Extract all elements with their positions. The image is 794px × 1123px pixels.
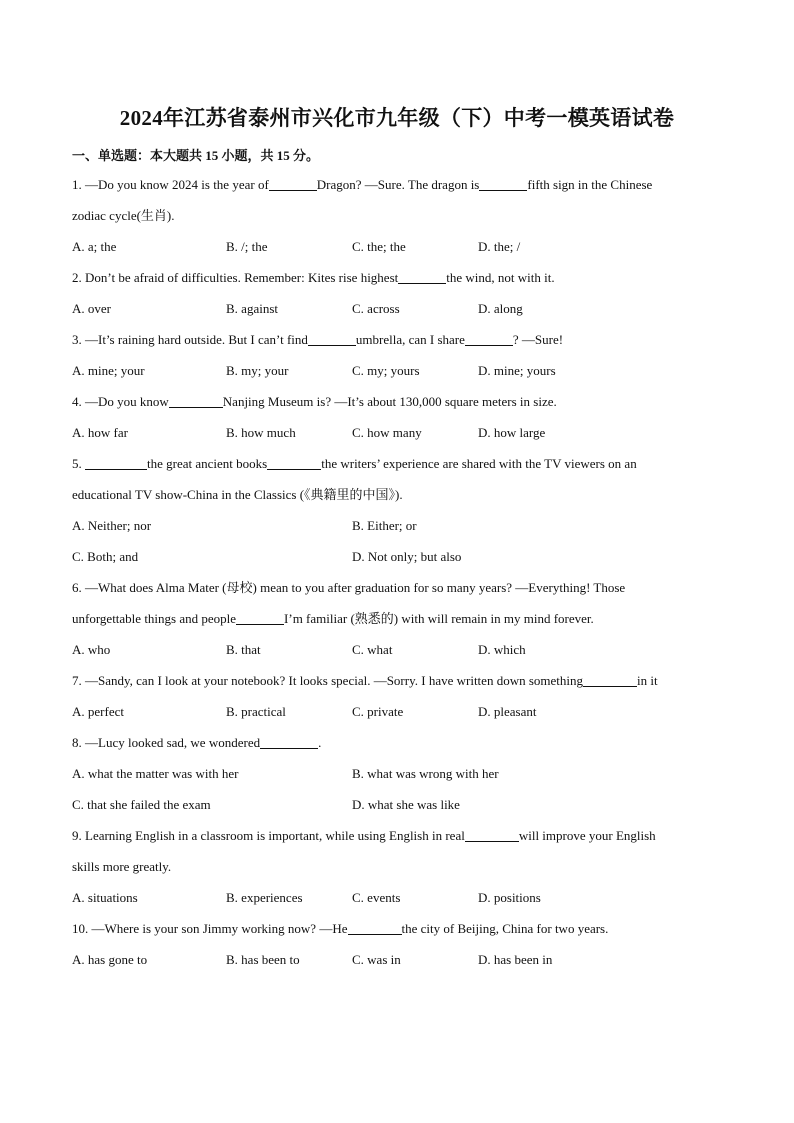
question-stem-line bbox=[72, 479, 712, 510]
option-d: D. the; / bbox=[478, 239, 521, 254]
question-3 bbox=[72, 324, 712, 386]
question-stem-line bbox=[72, 262, 712, 293]
option-row bbox=[72, 293, 712, 324]
question-stem-line bbox=[72, 448, 712, 479]
option-a: A. has gone to bbox=[72, 952, 148, 967]
option-b: B. practical bbox=[226, 704, 286, 719]
question-stem-line bbox=[72, 324, 712, 355]
option-d: D. how large bbox=[478, 425, 546, 440]
stem-text: 1. —Do you know 2024 is the year of bbox=[72, 177, 269, 192]
stem-text: 7. —Sandy, can I look at your notebook? It looks special. —Sorry. I have written down something bbox=[72, 673, 583, 688]
answer-blank bbox=[236, 611, 284, 625]
option-a: A. over bbox=[72, 301, 111, 316]
option-c: C. the; the bbox=[352, 239, 406, 254]
option-row bbox=[72, 510, 712, 541]
option-row bbox=[72, 696, 712, 727]
option-b: B. that bbox=[226, 642, 261, 657]
answer-blank bbox=[348, 921, 402, 935]
option-d: D. along bbox=[478, 301, 523, 316]
option-c: C. private bbox=[352, 704, 404, 719]
option-d: D. Not only; but also bbox=[352, 549, 462, 564]
stem-text: fifth sign in the Chinese bbox=[527, 177, 653, 192]
option-b: B. experiences bbox=[226, 890, 303, 905]
stem-text: . bbox=[318, 735, 322, 750]
question-stem-line bbox=[72, 200, 712, 231]
stem-text: 10. —Where is your son Jimmy working now? —He bbox=[72, 921, 348, 936]
option-row bbox=[72, 231, 712, 262]
stem-text: the wind, not with it. bbox=[446, 270, 555, 285]
answer-blank bbox=[465, 828, 519, 842]
stem-text: 5. bbox=[72, 456, 85, 471]
option-a: A. who bbox=[72, 642, 111, 657]
option-b: B. has been to bbox=[226, 952, 300, 967]
option-row bbox=[72, 541, 712, 572]
stem-text: umbrella, can I share bbox=[355, 332, 465, 347]
option-a: A. perfect bbox=[72, 704, 124, 719]
stem-text: will improve your English bbox=[518, 828, 656, 843]
answer-blank bbox=[398, 270, 446, 284]
question-stem-line bbox=[72, 386, 712, 417]
stem-text: 6. —What does Alma Mater (母校) mean to you after graduation for so many years? —Everything! Those bbox=[72, 580, 626, 595]
option-b: B. Either; or bbox=[352, 518, 417, 533]
question-stem-line bbox=[72, 169, 712, 200]
question-7 bbox=[72, 665, 712, 727]
stem-text: 2. Don’t be afraid of difficulties. Remember: Kites rise highest bbox=[72, 270, 399, 285]
option-b: B. what was wrong with her bbox=[352, 766, 499, 781]
answer-blank bbox=[583, 673, 637, 687]
option-a: A. mine; your bbox=[72, 363, 145, 378]
stem-text: 9. Learning English in a classroom is important, while using English in real bbox=[72, 828, 465, 843]
question-4 bbox=[72, 386, 712, 448]
option-row bbox=[72, 417, 712, 448]
stem-text: 8. —Lucy looked sad, we wondered bbox=[72, 735, 261, 750]
question-2 bbox=[72, 262, 712, 324]
option-c: C. events bbox=[352, 890, 401, 905]
question-6 bbox=[72, 572, 712, 665]
stem-text: I’m familiar (熟悉的) with will remain in my mind forever. bbox=[284, 611, 594, 626]
question-list bbox=[72, 169, 712, 975]
question-stem-line bbox=[72, 851, 712, 882]
question-stem-line bbox=[72, 820, 712, 851]
stem-text: 3. —It’s raining hard outside. But I can’t find bbox=[72, 332, 308, 347]
stem-text: 4. —Do you know bbox=[72, 394, 169, 409]
option-a: A. Neither; nor bbox=[72, 518, 152, 533]
option-b: B. how much bbox=[226, 425, 296, 440]
question-10 bbox=[72, 913, 712, 975]
option-d: D. has been in bbox=[478, 952, 553, 967]
option-c: C. what bbox=[352, 642, 393, 657]
stem-text: the great ancient books bbox=[147, 456, 268, 471]
option-c: C. that she failed the exam bbox=[72, 797, 211, 812]
option-c: C. across bbox=[352, 301, 400, 316]
option-row bbox=[72, 944, 712, 975]
stem-text: Dragon? —Sure. The dragon is bbox=[316, 177, 480, 192]
option-a: A. what the matter was with her bbox=[72, 766, 239, 781]
answer-blank bbox=[269, 177, 317, 191]
option-row bbox=[72, 634, 712, 665]
answer-blank bbox=[308, 332, 356, 346]
option-d: D. which bbox=[478, 642, 526, 657]
answer-blank bbox=[169, 394, 223, 408]
option-d: D. pleasant bbox=[478, 704, 537, 719]
option-row bbox=[72, 355, 712, 386]
question-stem-line bbox=[72, 913, 712, 944]
answer-blank bbox=[465, 332, 513, 346]
page-title: 2024年江苏省泰州市兴化市九年级（下）中考一模英语试卷 bbox=[119, 106, 675, 130]
option-row bbox=[72, 789, 712, 820]
option-d: D. positions bbox=[478, 890, 541, 905]
section-heading: 一、单选题：本大题共 15 小题，共 15 分。 bbox=[72, 148, 320, 163]
option-c: C. my; yours bbox=[352, 363, 420, 378]
stem-text: zodiac cycle(生肖). bbox=[72, 208, 175, 223]
question-stem-line bbox=[72, 603, 712, 634]
stem-text: in it bbox=[637, 673, 658, 688]
stem-text: ? —Sure! bbox=[512, 332, 564, 347]
stem-text: Nanjing Museum is? —It’s about 130,000 square meters in size. bbox=[222, 394, 557, 409]
question-8 bbox=[72, 727, 712, 820]
option-b: B. my; your bbox=[226, 363, 289, 378]
answer-blank bbox=[260, 735, 318, 749]
question-1 bbox=[72, 169, 712, 262]
option-c: C. was in bbox=[352, 952, 401, 967]
stem-text: skills more greatly. bbox=[72, 859, 172, 874]
option-d: D. mine; yours bbox=[478, 363, 556, 378]
option-c: C. how many bbox=[352, 425, 422, 440]
option-row bbox=[72, 758, 712, 789]
stem-text: educational TV show-China in the Classics (《典籍里的中国》). bbox=[72, 487, 403, 502]
question-stem-line bbox=[72, 665, 712, 696]
option-b: B. against bbox=[226, 301, 278, 316]
option-a: A. how far bbox=[72, 425, 128, 440]
question-stem-line bbox=[72, 727, 712, 758]
stem-text: the city of Beijing, China for two years. bbox=[401, 921, 609, 936]
answer-blank bbox=[85, 456, 147, 470]
option-a: A. a; the bbox=[72, 239, 117, 254]
question-9 bbox=[72, 820, 712, 913]
question-5 bbox=[72, 448, 712, 572]
option-b: B. /; the bbox=[226, 239, 268, 254]
option-d: D. what she was like bbox=[352, 797, 460, 812]
option-row bbox=[72, 882, 712, 913]
answer-blank bbox=[479, 177, 527, 191]
option-c: C. Both; and bbox=[72, 549, 139, 564]
option-a: A. situations bbox=[72, 890, 138, 905]
question-stem-line bbox=[72, 572, 712, 603]
stem-text: the writers’ experience are shared with the TV viewers on an bbox=[321, 456, 637, 471]
stem-text: unforgettable things and people bbox=[72, 611, 237, 626]
answer-blank bbox=[267, 456, 321, 470]
